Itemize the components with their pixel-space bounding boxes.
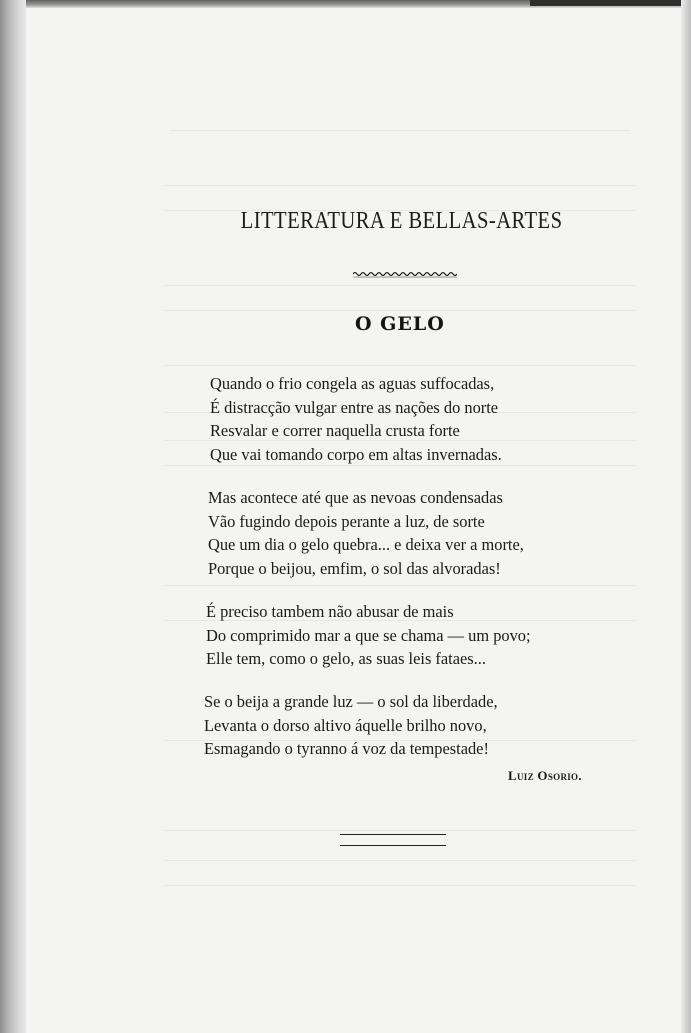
- poem-line: Do comprimido mar a que se chama — um povo;: [206, 625, 531, 645]
- poem-line: É preciso tambem não abusar de mais: [206, 602, 454, 621]
- poem-line: Que um dia o gelo quebra... e deixa ver a morte,: [208, 535, 524, 555]
- stanza-4: [204, 690, 498, 761]
- stanza-1: [210, 372, 502, 466]
- poem-line: Vão fugindo depois perante a luz, de sorte: [208, 511, 485, 531]
- section-heading-text: LITTERATURA E BELLAS-ARTES: [240, 208, 563, 234]
- right-edge-shadow: [681, 0, 691, 1033]
- poem-line: É distracção vulgar entre as nações do norte: [210, 397, 499, 417]
- poem-line: Que vai tomando corpo em altas invernadas.: [210, 444, 502, 464]
- poem-title: O GELO: [355, 313, 445, 335]
- section-heading: [56, 208, 650, 235]
- poem-line: Quando o frio congela as aguas suffocadas,: [210, 374, 495, 393]
- closing-rule-top: [340, 834, 446, 835]
- wavy-ornament-divider: [353, 270, 457, 278]
- book-binding-edge: [0, 0, 26, 1033]
- top-edge-dark-strip: [530, 0, 691, 6]
- poem-line: Elle tem, como o gelo, as suas leis fataes...: [206, 649, 486, 669]
- poem-line: Resvalar e correr naquella crusta forte: [210, 421, 460, 441]
- stanza-2: [208, 486, 524, 580]
- closing-rule-bottom: [340, 845, 446, 846]
- author-signature: Luiz Osorio.: [508, 768, 582, 783]
- poem-line: Porque o beijou, emfim, o sol das alvoradas!: [208, 558, 501, 578]
- poem-line: Esmagando o tyranno á voz da tempestade!: [204, 739, 489, 759]
- poem-line: Se o beija a grande luz — o sol da liberdade,: [204, 692, 498, 711]
- poem-line: Mas acontece até que as nevoas condensadas: [208, 488, 503, 507]
- poem-line: Levanta o dorso altivo áquelle brilho novo,: [204, 715, 487, 735]
- stanza-3: [206, 600, 531, 671]
